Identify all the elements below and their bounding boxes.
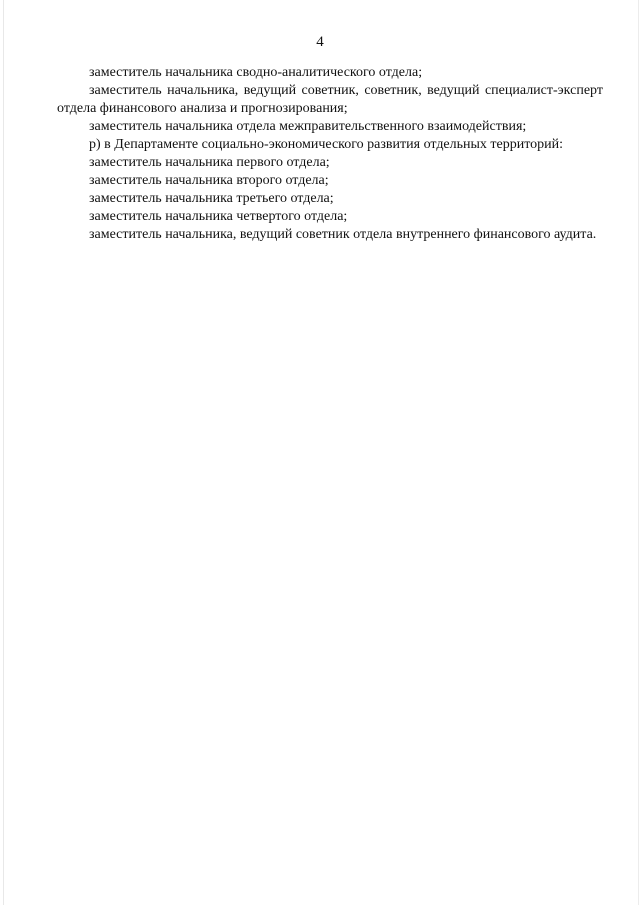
paragraph-9: заместитель начальника, ведущий советник отдела внутреннего финансового аудита. (89, 227, 597, 242)
paragraph-4: р) в Департаменте социально-экономического развития отдельных территорий: (89, 137, 564, 152)
paragraph-5: заместитель начальника первого отдела; (89, 155, 330, 170)
page-number: 4 (316, 34, 324, 50)
scan-edge-right (638, 0, 639, 905)
paragraph-1: заместитель начальника сводно-аналитического отдела; (89, 65, 423, 80)
paragraph-7: заместитель начальника третьего отдела; (89, 191, 334, 206)
paragraph-2: заместитель начальника, ведущий советник, советник, ведущий специалист-эксперт отдела финансового анализа и прогнозирования; (57, 83, 603, 116)
paragraph-8: заместитель начальника четвертого отдела; (89, 209, 348, 224)
document-body (57, 64, 603, 244)
paragraph-3: заместитель начальника отдела межправительственного взаимодействия; (89, 119, 527, 134)
paragraph-6: заместитель начальника второго отдела; (89, 173, 329, 188)
scan-edge-left (3, 0, 4, 905)
